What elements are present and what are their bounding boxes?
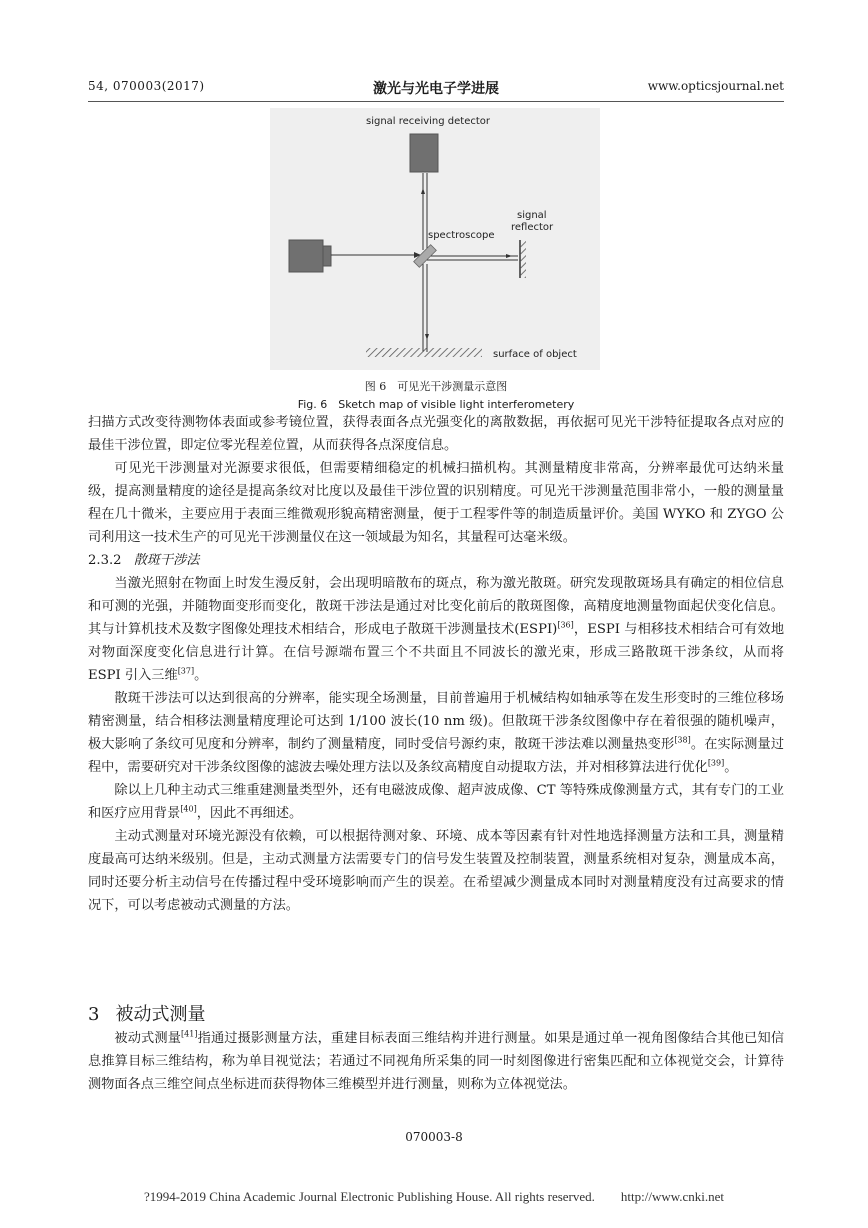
label-spectroscope: spectroscope bbox=[428, 230, 495, 241]
paragraph: 扫描方式改变待测物体表面或参考镜位置，获得表面各点光强变化的离散数据，再依据可见光干涉特征提取各点对应的最佳干涉位置，即定位零光程差位置，从而获得各点深度信息。 bbox=[88, 415, 784, 453]
figure-caption-en: Fig. 6 Sketch map of visible light interferometery bbox=[297, 398, 575, 411]
page-number: 070003-8 bbox=[405, 1130, 463, 1144]
beam-arrows bbox=[421, 188, 512, 340]
subsection-heading bbox=[88, 549, 784, 572]
label-detector: signal receiving detector bbox=[366, 116, 491, 127]
section-title: 被动式测量 bbox=[115, 1004, 206, 1025]
label-reflector-2: reflector bbox=[511, 222, 554, 233]
journal-website[interactable]: www.opticsjournal.net bbox=[647, 79, 784, 93]
citation-ref[interactable]: [39] bbox=[707, 758, 725, 768]
citation-ref[interactable]: [36] bbox=[557, 620, 574, 630]
journal-title: 激光与光电子学进展 bbox=[373, 81, 499, 97]
citation-ref[interactable]: [40] bbox=[180, 804, 197, 814]
section-heading bbox=[88, 1000, 205, 1026]
subsection-title: 散斑干涉法 bbox=[133, 553, 200, 568]
body-text-main bbox=[88, 411, 784, 917]
light-source-box bbox=[289, 240, 323, 272]
figure-caption-cn: 图 6 可见光干涉测量示意图 bbox=[364, 380, 508, 393]
light-source-nozzle bbox=[323, 246, 331, 266]
paragraph: 当激光照射在物面上时发生漫反射，会出现明暗散布的斑点，称为激光散斑。研究发现散斑场具有确定的相位信息和可测的光强，并随物面变形而变化，散斑干涉法是通过对比变化前后的散斑图像，高精度地测量物面起伏变化信息。其与计算机技术及数字图像处理技术相结合，形成电子散斑干涉测量技术(ESPI)[36]，ESPI 与相移技术相结合可有效地对物面深度变化信息进行计算。在信号源端布置三个不共面且不同波长的激光束，形成三路散斑干涉条纹，从而将 ESPI 引入三维[37]。 bbox=[88, 576, 785, 683]
paragraph: 除以上几种主动式三维重建测量类型外，还有电磁波成像、超声波成像、CT 等特殊成像测量方式，其有专门的工业和医疗应用背景[40]，因此不再细述。 bbox=[88, 783, 784, 821]
paragraph: 可见光干涉测量对光源要求很低，但需要精细稳定的机械扫描机构。其测量精度非常高，分辨率最优可达纳米量级，提高测量精度的途径是提高条纹对比度以及最佳干涉位置的识别精度。可见光干涉测量范围非常小，一般的测量量程在几十微米，主要应用于表面三维微观形貌高精密测量，便于工程零件等的制造质量评价。美国 WYKO 和 ZYGO 公司利用这一技术生产的可见光干涉测量仪在这一领域最为知名，其量程可达毫米级。 bbox=[88, 461, 784, 545]
paragraph: 主动式测量对环境光源没有依赖，可以根据待测对象、环境、成本等因素有针对性地选择测量方法和工具，测量精度最高可达纳米级别。但是，主动式测量方法需要专门的信号发生装置及控制装置，测量系统相对复杂，测量成本高，同时还要分析主动信号在传播过程中受环境影响而产生的误差。在希望减少测量成本同时对测量精度没有过高要求的情况下，可以考虑被动式测量的方法。 bbox=[88, 829, 784, 913]
paragraph: 散斑干涉法可以达到很高的分辨率，能实现全场测量，目前普遍用于机械结构如轴承等在发生形变时的三维位移场精密测量，结合相移法测量精度理论可达到 1/100 波长(10 nm 级)。但散斑干涉条纹图像中存在着很强的随机噪声，极大影响了条纹可见度和分辨率，制约了测量精度，同时受信号源约束，散斑干涉法难以测量热变形[38]。在实际测量过程中，需要研究对干涉条纹图像的滤波去噪处理方法以及条纹高精度自动提取方法，并对相移算法进行优化[39]。 bbox=[88, 691, 785, 775]
detector-box bbox=[410, 134, 438, 172]
object-surface bbox=[366, 348, 482, 357]
label-surface: surface of object bbox=[493, 349, 577, 360]
copyright-footer: ?1994-2019 China Academic Journal Electronic Publishing House. All rights reserved. http://www.cnki.net bbox=[143, 1189, 725, 1204]
section-number: 3 bbox=[88, 1004, 100, 1025]
running-header bbox=[88, 79, 784, 99]
interferometer-diagram bbox=[270, 108, 600, 370]
citation-ref[interactable]: [41] bbox=[181, 1029, 198, 1039]
citation-ref[interactable]: [37] bbox=[177, 666, 195, 676]
reflector-hatch bbox=[520, 240, 526, 278]
figure-6 bbox=[270, 108, 600, 370]
label-reflector-1: signal bbox=[517, 210, 547, 221]
citation-ref[interactable]: [38] bbox=[674, 735, 691, 745]
paragraph: 被动式测量[41]指通过摄影测量方法，重建目标表面三维结构并进行测量。如果是通过单一视角图像结合其他已知信息推算目标三维结构，称为单目视觉法；若通过不同视角所采集的同一时刻图像进行密集匹配和立体视觉交会，计算待测物面各点三维空间点坐标进而获得物体三维模型并进行测量，则称为立体视觉法。 bbox=[88, 1029, 785, 1092]
header-rule bbox=[88, 101, 784, 102]
header-citation: 54, 070003(2017) bbox=[88, 79, 205, 93]
body-text-section3 bbox=[88, 1027, 784, 1096]
subsection-number: 2.3.2 bbox=[88, 553, 122, 568]
